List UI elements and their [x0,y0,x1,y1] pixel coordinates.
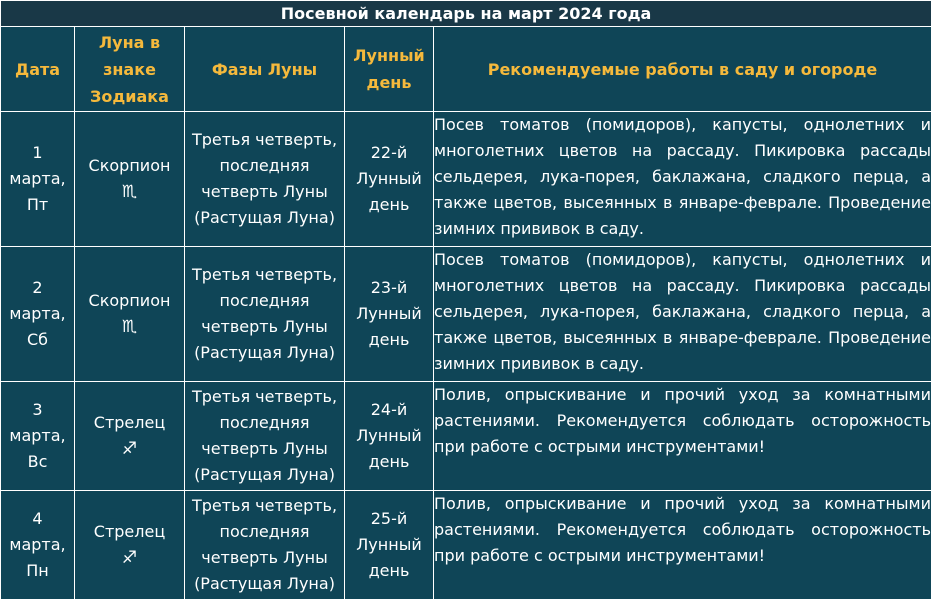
date-number: 4 [1,506,74,532]
title-row [1,1,931,27]
works-cell: Посев томатов (помидоров), капусты, однолетних и многолетних цветов на рассаду. Пикировка рассады сельдерея, лука-порея, баклажана, сладкого перца, а также цветов, высеянных в январе-феврале. Проведение зимних прививок в саду. [434,247,931,382]
lunar-day-word: Лунный [345,532,433,558]
lunar-day-label: день [345,327,433,353]
scorpio-icon: ♏ [75,314,184,340]
lunar-day-cell [345,491,434,600]
date-cell [1,382,75,491]
date-weekday: Сб [1,327,74,353]
lunar-day-number: 24-й [345,397,433,423]
date-weekday: Вс [1,449,74,475]
date-cell [1,491,75,600]
phase-cell: Третья четверть, последняя четверть Луны (Растущая Луна) [185,382,345,491]
works-cell: Посев томатов (помидоров), капусты, однолетних и многолетних цветов на рассаду. Пикировка рассады сельдерея, лука-порея, баклажана, сладкого перца, а также цветов, высеянных в январе-феврале. Проведение зимних прививок в саду. [434,112,931,247]
sagittarius-icon: ♐ [75,545,184,571]
sign-name: Стрелец [75,519,184,545]
lunar-day-word: Лунный [345,423,433,449]
table-title: Посевной календарь на март 2024 года [1,1,931,27]
date-weekday: Пт [1,192,74,218]
header-moon-sign: Луна в знаке Зодиака [75,27,185,112]
phase-cell: Третья четверть, последняя четверть Луны (Растущая Луна) [185,491,345,600]
sign-cell [75,247,185,382]
lunar-day-cell [345,382,434,491]
lunar-day-cell [345,247,434,382]
date-number: 2 [1,275,74,301]
table-row [1,382,931,491]
phase-cell: Третья четверть, последняя четверть Луны (Растущая Луна) [185,247,345,382]
date-month: марта, [1,166,74,192]
header-row [1,27,931,112]
lunar-day-word: Лунный [345,301,433,327]
sagittarius-icon: ♐ [75,436,184,462]
lunar-day-label: день [345,192,433,218]
sign-name: Скорпион [75,153,184,179]
lunar-day-number: 22-й [345,140,433,166]
lunar-day-cell [345,112,434,247]
lunar-day-number: 25-й [345,506,433,532]
sign-cell [75,112,185,247]
lunar-day-word: Лунный [345,166,433,192]
table-row [1,491,931,600]
date-month: марта, [1,301,74,327]
header-moon-phase: Фазы Луны [185,27,345,112]
phase-cell: Третья четверть, последняя четверть Луны (Растущая Луна) [185,112,345,247]
table-row [1,112,931,247]
table-row [1,247,931,382]
date-number: 3 [1,397,74,423]
lunar-day-label: день [345,558,433,584]
date-number: 1 [1,140,74,166]
header-works: Рекомендуемые работы в саду и огороде [434,27,931,112]
sign-cell [75,382,185,491]
lunar-day-label: день [345,449,433,475]
works-cell: Полив, опрыскивание и прочий уход за комнатными растениями. Рекомендуется соблюдать осторожность при работе с острыми инструментами! [434,491,931,600]
date-cell [1,112,75,247]
scorpio-icon: ♏ [75,179,184,205]
date-cell [1,247,75,382]
header-lunar-day: Лунный день [345,27,434,112]
sign-name: Скорпион [75,288,184,314]
lunar-day-number: 23-й [345,275,433,301]
date-month: марта, [1,532,74,558]
date-weekday: Пн [1,558,74,584]
sign-cell [75,491,185,600]
works-cell: Полив, опрыскивание и прочий уход за комнатными растениями. Рекомендуется соблюдать осторожность при работе с острыми инструментами! [434,382,931,491]
header-date: Дата [1,27,75,112]
sign-name: Стрелец [75,410,184,436]
date-month: марта, [1,423,74,449]
